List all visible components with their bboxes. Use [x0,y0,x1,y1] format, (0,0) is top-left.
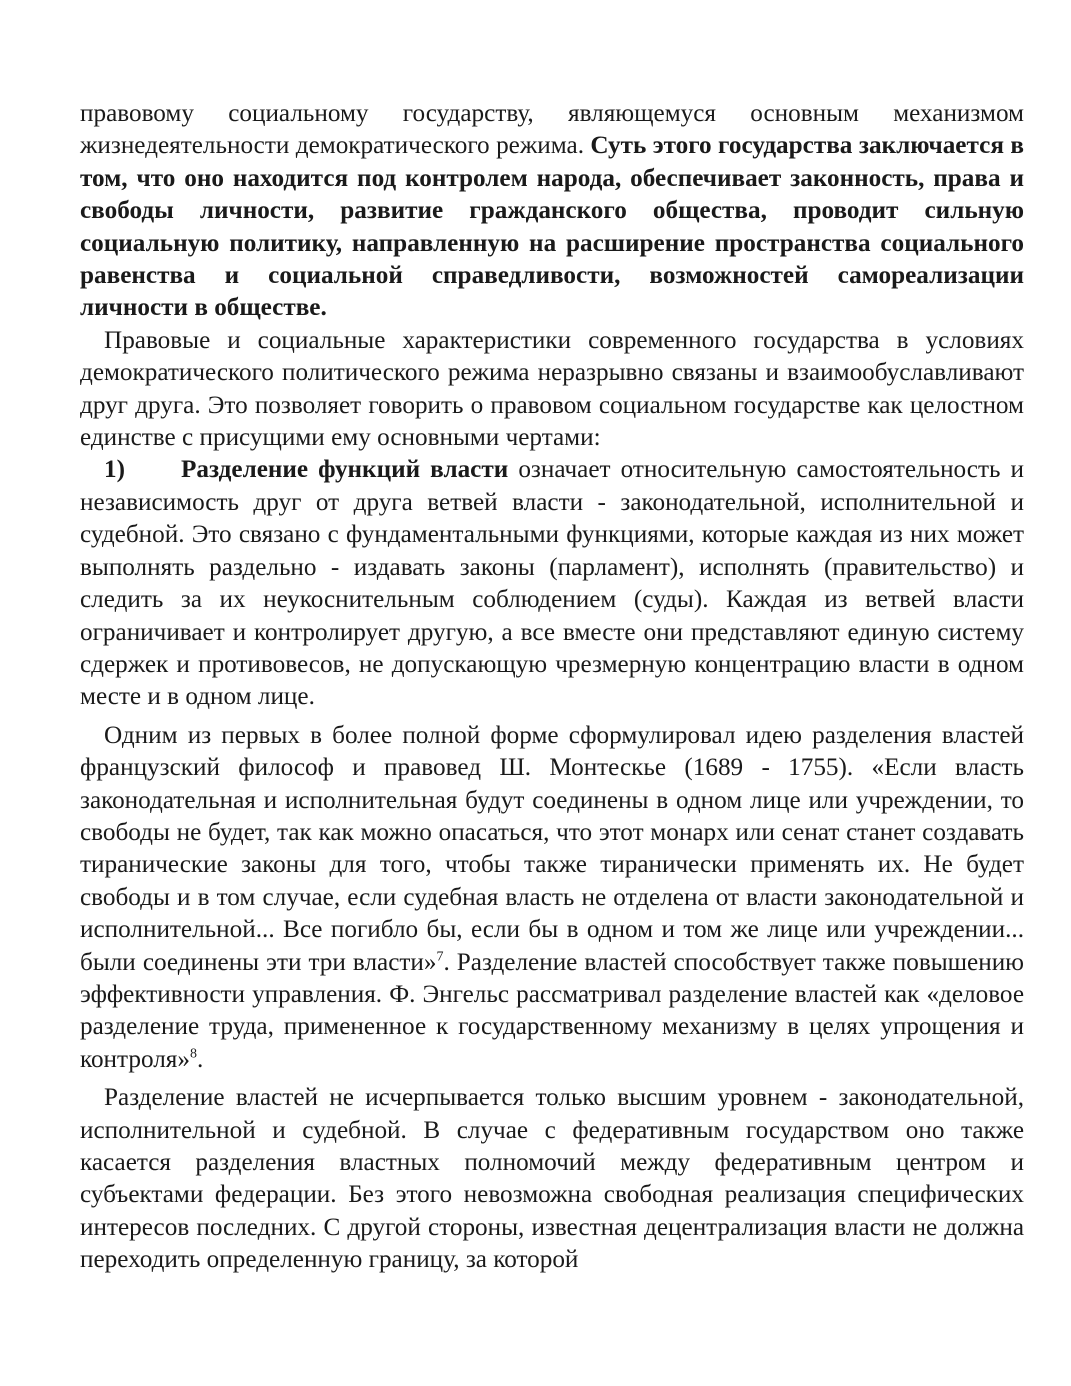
list-term: Разделение функций власти [181,456,509,484]
paragraph-4-text-c: . [196,1045,204,1073]
footnote-ref-7: 7 [436,949,444,965]
paragraph-3 [80,454,1024,713]
paragraph-1 [80,98,1024,325]
paragraph-4-text-b: . Разделение властей способствует также повышению эффективности управления. Ф. Энгельс рассматривал разделение властей как «деловое разделение труда, примененное к государственному механизму в целях упрощения и контроля» [80,948,1025,1073]
paragraph-2-text: Правовые и социальные характеристики современного государства в условиях демократического политического режима неразрывно связаны и взаимообуславливают друг друга. Это позволяет говорить о правовом социальном государстве как целостном единстве с присущими ему основными чертами: [80,326,1024,452]
paragraph-1-bold-text: Суть этого государства заключается в том, что оно находится под контролем народа, обеспечивает законность, права и свободы личности, развитие гражданского общества, проводит сильную социальную политику, направленную на расширение пространства социального равенства и социальной справедливости, возможностей самореализации личности в обществе. [80,132,1024,322]
paragraph-1-text: правовому социальному государству, являющемуся основным механизмом жизнедеятельности демократического режима. [80,100,1024,160]
paragraph-5 [80,1082,1024,1276]
document-page [80,98,1024,1277]
paragraph-4-text-a: Одним из первых в более полной форме сформулировал идею разделения властей французский философ и правовед Ш. Монтескье (1689 - 1755). «Если власть законодательная и исполнительная будут соединены в одном лице или учреждении, то свободы не будет, так как можно опасаться, что этот монарх или сенат станет создавать тиранические законы для того, чтобы также тиранически применять их. Не будет свободы и в том случае, если судебная власть не отделена от власти законодательной и исполнительной... Все погибло бы, если бы в одном и том же лице или учреждении... были соединены эти три власти» [80,721,1024,976]
paragraph-2 [80,325,1024,455]
paragraph-4 [80,720,1024,1076]
paragraph-5-text: Разделение властей не исчерпывается только высшим уровнем - законодательной, исполнительной и судебной. В случае с федеративным государством оно также касается разделения властных полномочий между федеративным центром и субъектами федерации. Без этого невозможна свободная реализация специфических интересов последних. С другой стороны, известная децентрализация власти не должна переходить определенную границу, за которой [80,1084,1024,1274]
paragraph-3-text: означает относительную самостоятельность и независимость друг от друга ветвей власти - законодательной, исполнительной и судебной. Это связано с фундаментальными функциями, которые каждая из них может выполнять раздельно - издавать законы (парламент), исполнять (правительство) и следить за их неукоснительным соблюдением (суды). Каждая из ветвей власти ограничивает и контролирует другую, а все вместе они представляют единую систему сдержек и противовесов, не допускающую чрезмерную концентрацию власти в одном месте и в одном лице. [80,456,1024,711]
list-number: 1) [104,456,125,484]
footnote-ref-8: 8 [189,1046,197,1062]
